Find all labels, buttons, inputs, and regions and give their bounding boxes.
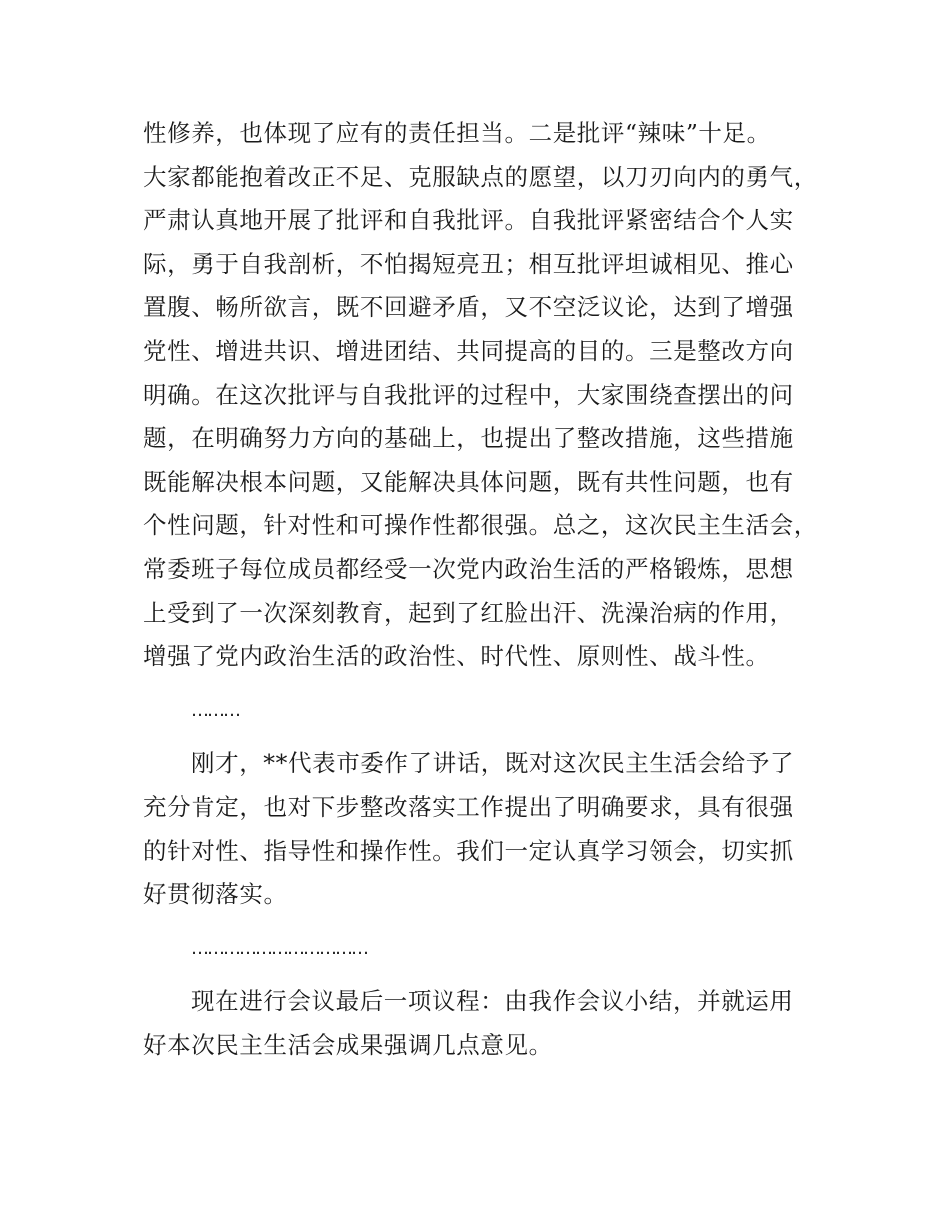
ellipsis-separator: ……… <box>191 699 239 721</box>
text-line: 大家都能抱着改正不足、克服缺点的愿望，以刀刃向内的勇气， <box>143 162 818 191</box>
text-line: 党性、增进共识、增进团结、共同提高的目的。三是整改方向 <box>143 336 794 365</box>
text-line: 性修养，也体现了应有的责任担当。二是批评“辣味”十足。 <box>143 119 771 147</box>
text-line: 常委班子每位成员都经受一次党内政治生活的严格锻炼，思想 <box>143 554 794 583</box>
text-line: 既能解决根本问题，又能解决具体问题，既有共性问题，也有 <box>143 467 794 496</box>
text-line: 明确。在这次批评与自我批评的过程中，大家围绕查摆出的问 <box>143 380 794 409</box>
document-body <box>143 112 818 1067</box>
text-line: 置腹、畅所欲言，既不回避矛盾，又不空泛议论，达到了增强 <box>143 293 794 322</box>
text-line: 增强了党内政治生活的政治性、时代性、原则性、战斗性。 <box>143 642 770 671</box>
text-line: 际，勇于自我剖析，不怕揭短亮丑；相互批评坦诚相见、推心 <box>143 249 794 278</box>
text-line: 充分肯定，也对下步整改落实工作提出了明确要求，具有很强 <box>143 792 794 821</box>
text-line: 个性问题，针对性和可操作性都很强。总之，这次民主生活会， <box>143 511 818 540</box>
ellipsis-separator: …………………………… <box>191 937 367 959</box>
text-line: 的针对性、指导性和操作性。我们一定认真学习领会，切实抓 <box>143 836 794 865</box>
text-line: 好贯彻落实。 <box>143 880 288 909</box>
text-line: 刚才，**代表市委作了讲话，既对这次民主生活会给予了 <box>191 749 795 778</box>
paragraph-review-summary <box>143 112 818 679</box>
text-line: 题，在明确努力方向的基础上，也提出了整改措施，这些措施 <box>143 424 794 453</box>
text-line: 好本次民主生活会成果强调几点意见。 <box>143 1030 553 1059</box>
text-line: 现在进行会议最后一项议程：由我作会议小结，并就运用 <box>191 987 794 1016</box>
text-line: 严肃认真地开展了批评和自我批评。自我批评紧密结合个人实 <box>143 206 794 235</box>
text-line: 上受到了一次深刻教育，起到了红脸出汗、洗澡治病的作用， <box>143 598 794 627</box>
paragraph-final-agenda <box>143 980 815 1067</box>
paragraph-speech-response <box>143 742 815 916</box>
